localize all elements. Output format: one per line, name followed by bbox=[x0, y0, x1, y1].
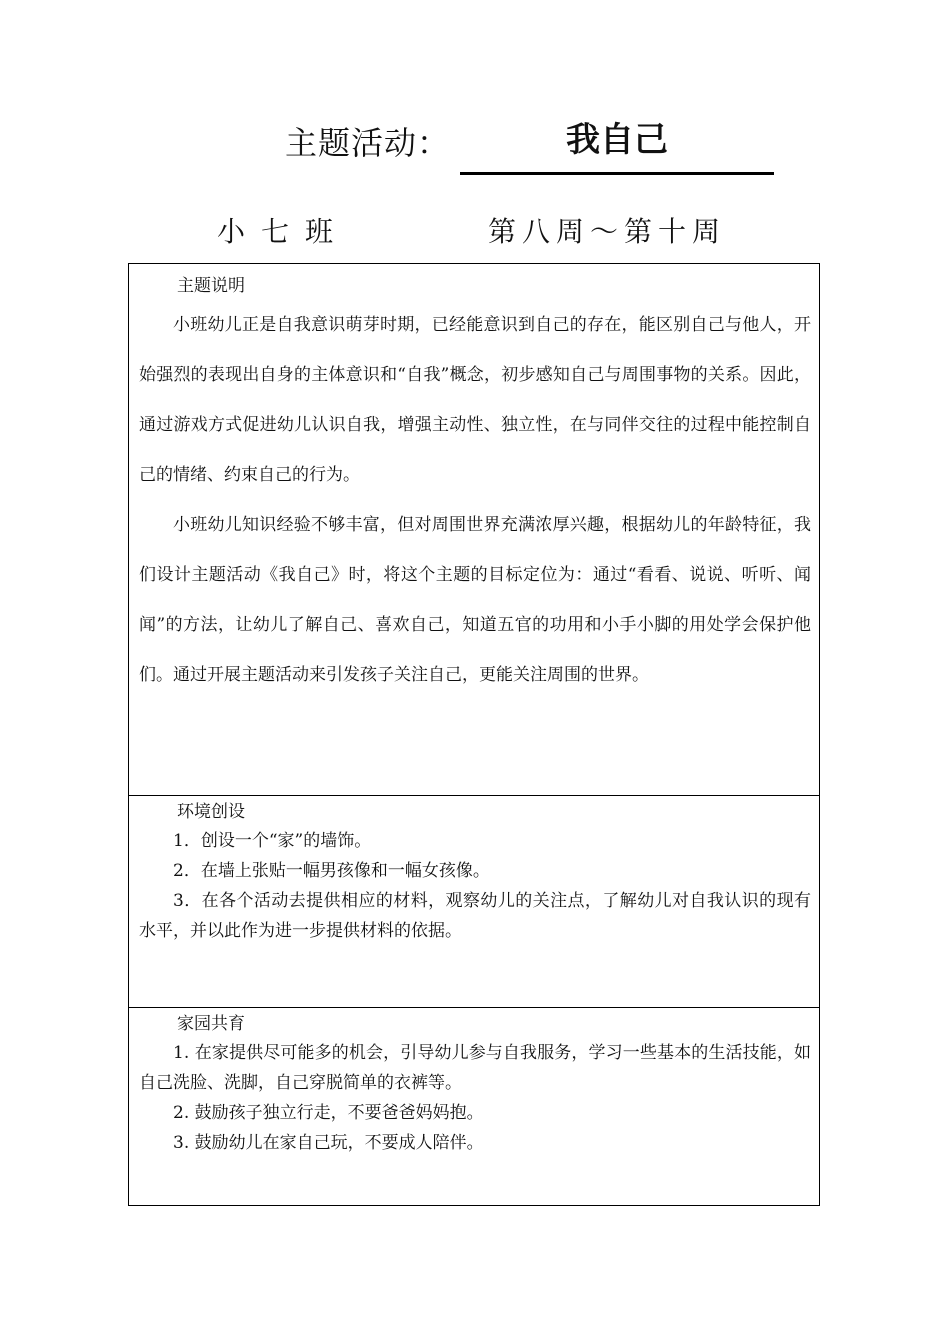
environment-item: 1．创设一个“家”的墙饰。 bbox=[173, 831, 372, 851]
title-value: 我自己 bbox=[460, 112, 774, 175]
home-cooperation-heading: 家园共育 bbox=[177, 1014, 245, 1034]
class-name: 小七班 bbox=[217, 215, 350, 248]
title-row bbox=[0, 112, 950, 182]
plan-table bbox=[128, 263, 820, 1206]
theme-paragraph: 小班幼儿知识经验不够丰富，但对周围世界充满浓厚兴趣，根据幼儿的年龄特征，我们设计主题活动《我自己》时，将这个主题的目标定位为：通过“看看、说说、听听、闻闻”的方法，让幼儿了解自己、喜欢自己，知道五官的功用和小手小脚的用处学会保护他们。通过开展主题活动来引发孩子关注自己，更能关注周围的世界。 bbox=[139, 515, 811, 685]
environment-section bbox=[129, 795, 819, 1007]
week-range: 第八周～第十周 bbox=[488, 215, 727, 248]
title-label: 主题活动： bbox=[285, 124, 451, 162]
home-item: 2. 鼓励孩子独立行走，不要爸爸妈妈抱。 bbox=[173, 1103, 484, 1123]
theme-paragraph: 小班幼儿正是自我意识萌芽时期，已经能意识到自己的存在，能区别自己与他人，开始强烈的表现出自身的主体意识和“自我”概念，初步感知自己与周围事物的关系。因此，通过游戏方式促进幼儿认识自我，增强主动性、独立性，在与同伴交往的过程中能控制自己的情绪、约束自己的行为。 bbox=[139, 315, 811, 485]
home-item: 3. 鼓励幼儿在家自己玩，不要成人陪伴。 bbox=[173, 1133, 484, 1153]
home-cooperation-section bbox=[129, 1007, 819, 1205]
environment-item: 3．在各个活动去提供相应的材料，观察幼儿的关注点，了解幼儿对自我认识的现有水平，并以此作为进一步提供材料的依据。 bbox=[139, 891, 811, 941]
theme-description-heading: 主题说明 bbox=[177, 276, 245, 296]
environment-item: 2．在墙上张贴一幅男孩像和一幅女孩像。 bbox=[173, 861, 490, 881]
subtitle-row bbox=[0, 210, 950, 250]
environment-heading: 环境创设 bbox=[177, 802, 245, 822]
home-item: 1. 在家提供尽可能多的机会，引导幼儿参与自我服务，学习一些基本的生活技能，如自己洗脸、洗脚，自己穿脱简单的衣裤等。 bbox=[139, 1043, 811, 1093]
theme-description-section bbox=[129, 272, 819, 795]
